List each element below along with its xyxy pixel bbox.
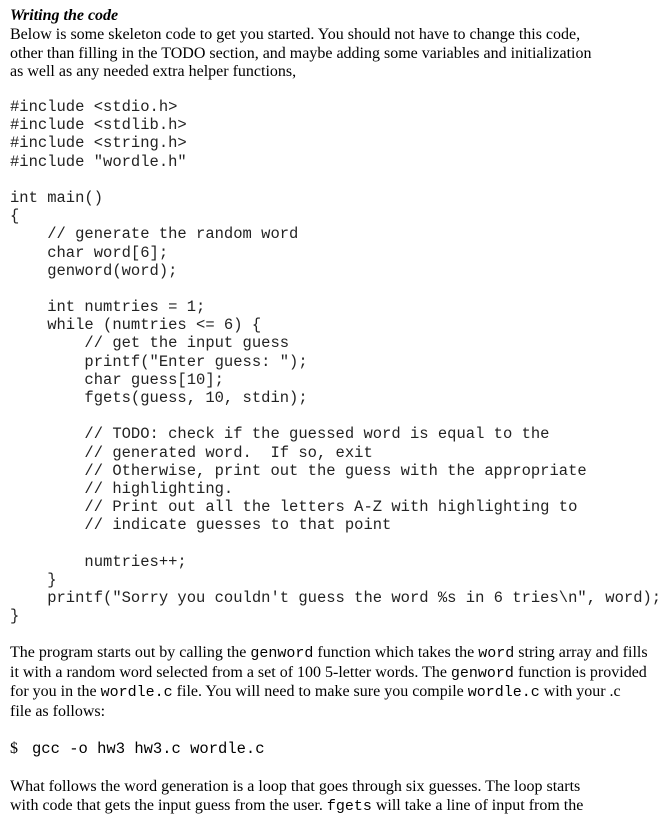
code-line: #include <string.h>: [10, 134, 187, 153]
code-line: int numtries = 1;: [10, 298, 206, 317]
code-line: // generate the random word: [10, 225, 299, 244]
intro-line: as well as any needed extra helper functions,: [10, 63, 297, 80]
genword-paragraph: [10, 644, 648, 721]
code-line: #include <stdlib.h>: [10, 116, 187, 135]
code-line: // Print out all the letters A-Z with highlighting to: [10, 498, 578, 517]
inline-code: genword: [450, 664, 514, 682]
code-line: while (numtries <= 6) {: [10, 316, 262, 335]
text-run: The program starts out by calling the: [10, 644, 251, 661]
inline-code: word: [478, 645, 515, 662]
code-line: // indicate guesses to that point: [10, 516, 392, 535]
text-run: for you in the: [10, 683, 101, 700]
text-run: will take a line of input from the: [371, 796, 584, 814]
text-run: with your .c: [539, 683, 621, 700]
code-line: #include <stdio.h>: [10, 98, 178, 116]
code-line: fgets(guess, 10, stdin);: [10, 389, 308, 407]
code-line: [10, 535, 661, 553]
text-run: string array and fills: [514, 644, 648, 661]
code-line: char guess[10];: [10, 370, 224, 389]
code-line: [10, 407, 661, 425]
code-line: #include "wordle.h": [10, 152, 187, 171]
intro-line: Below is some skeleton code to get you started. You should not have to change this code,: [10, 26, 581, 43]
intro-paragraph: [10, 26, 592, 82]
shell-prompt: $: [10, 740, 18, 757]
para-line: What follows the word generation is a loop that goes through six guesses. The loop starts: [10, 778, 581, 795]
text-run: file. You will need to make sure you compile: [172, 683, 468, 700]
text-run: function which takes the: [313, 644, 479, 661]
code-line: // highlighting.: [10, 479, 234, 498]
code-line: // Otherwise, print out the guess with the appropriate: [10, 461, 587, 480]
code-line: }: [10, 570, 57, 589]
inline-code: wordle.c: [467, 684, 540, 701]
para-line: [10, 644, 648, 664]
text-run: with code that gets the input guess from the user.: [10, 796, 327, 814]
code-line: }: [10, 607, 20, 626]
code-line: {: [10, 207, 20, 226]
code-line: printf("Enter guess: ");: [10, 352, 308, 371]
code-line: [10, 280, 661, 298]
code-line: // TODO: check if the guessed word is equal to the: [10, 425, 550, 444]
code-line: genword(word);: [10, 261, 178, 280]
code-line: // generated word. If so, exit: [10, 443, 373, 462]
code-line: printf("Sorry you couldn't guess the word %s in 6 tries\n", word);: [10, 589, 662, 608]
para-line: file as follows:: [10, 702, 106, 720]
loop-paragraph: [10, 778, 583, 816]
section-heading: Writing the code: [10, 7, 119, 24]
para-line: [10, 664, 648, 684]
code-line: [10, 171, 661, 189]
intro-line: other than filling in the TODO section, and maybe adding some variables and initialization: [10, 44, 592, 62]
code-line: int main(): [10, 188, 104, 207]
inline-code: wordle.c: [100, 684, 173, 701]
skeleton-code-block: [10, 98, 661, 625]
para-line: [10, 683, 648, 703]
code-line: char word[6];: [10, 243, 169, 262]
para-line: [10, 797, 583, 817]
code-line: // get the input guess: [10, 334, 290, 353]
text-run: function is provided: [513, 663, 647, 681]
code-line: numtries++;: [10, 552, 187, 571]
inline-code: fgets: [326, 797, 372, 815]
command-text: gcc -o hw3 hw3.c wordle.c: [32, 740, 265, 758]
inline-code: genword: [250, 645, 314, 662]
compile-command: [10, 739, 265, 759]
text-run: it with a random word selected from a set of 100 5-letter words. The: [10, 663, 451, 681]
